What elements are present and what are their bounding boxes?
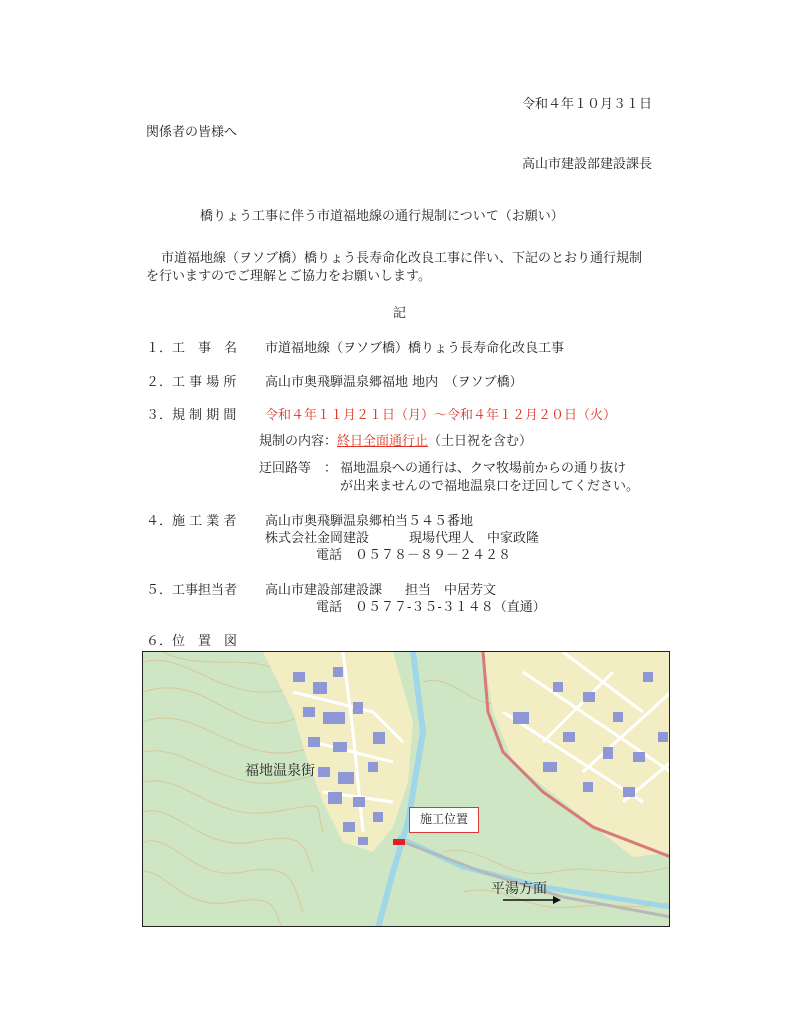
detour-label: 迂回路等 ：: [259, 461, 338, 476]
item3-label: ３．規 制 期 間: [146, 408, 237, 423]
engineer-dept: 高山市建設部建設課: [265, 583, 383, 598]
document-title: 橋りょう工事に伴う市道福地線の通行規制について（お願い）: [200, 209, 564, 224]
item2-label: ２．工 事 場 所: [146, 375, 237, 390]
site-marker: [393, 839, 405, 845]
contractor-agent: 現場代理人 中家政隆: [409, 531, 540, 546]
item4-label: ４．施 工 業 者: [146, 514, 237, 529]
contractor-address: 高山市奥飛騨温泉郷柏当５４５番地: [265, 514, 474, 529]
map-graphic: [143, 652, 670, 927]
detour-line-2: が出来ませんので福地温泉口を迂回してください。: [340, 479, 640, 494]
detour-line-1: 福地温泉への通行は、クマ牧場前からの通り抜け: [340, 461, 627, 476]
sender: 高山市建設部建設課長: [521, 157, 652, 172]
engineer-phone: 電話 ０５７７‐３５‐３１４８（直通）: [316, 600, 546, 615]
ki-heading: 記: [393, 306, 407, 321]
item1-label: １．工 事 名: [146, 341, 238, 356]
regulation-content-value: 終日全面通行止: [337, 434, 429, 449]
item6-label: ６．位 置 図: [146, 634, 238, 649]
site-callout: 施工位置: [409, 807, 479, 833]
contractor-company: 株式会社金岡建設: [265, 531, 370, 546]
intro-line-2: を行いますのでご理解とご協力をお願いします。: [146, 269, 431, 284]
addressee: 関係者の皆様へ: [146, 125, 238, 140]
direction-label: 平湯方面: [491, 881, 547, 897]
location-map: [142, 651, 670, 927]
contractor-phone: 電話 ０５７８－８９－２４２８: [316, 548, 512, 563]
document-date: 令和４年１０月３１日: [521, 97, 652, 112]
intro-line-1: 市道福地線（ヲソブ橋）橋りょう長寿命化改良工事に伴い、下記のとおり通行規制: [161, 251, 643, 266]
regulation-period: 令和４年１１月２１日（月）～令和４年１２月２０日（火）: [265, 408, 617, 423]
item5-label: ５．工事担当者: [146, 583, 238, 598]
item2-value: 高山市奥飛騨温泉郷福地 地内 （ヲソブ橋）: [265, 375, 523, 390]
engineer-staff: 担当 中居芳文: [405, 583, 497, 598]
regulation-content-note: （土日祝を含む）: [428, 434, 533, 449]
item1-value: 市道福地線（ヲソブ橋）橋りょう長寿命化改良工事: [265, 341, 565, 356]
town-label: 福地温泉街: [245, 763, 315, 779]
regulation-content-label: 規制の内容：: [259, 434, 338, 449]
regulation-content: [259, 433, 532, 451]
